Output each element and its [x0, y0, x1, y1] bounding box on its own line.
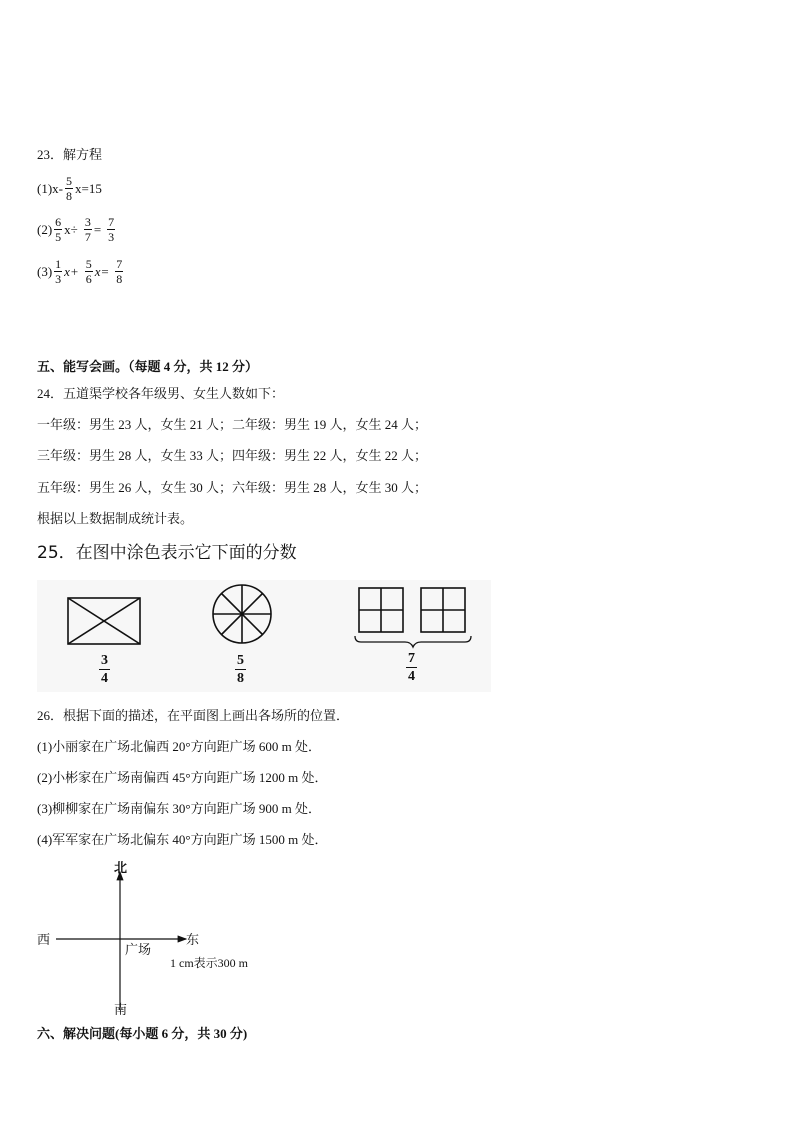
q24-line-3: 五年级：男生 26 人，女生 30 人；六年级：男生 28 人，女生 30 人； — [37, 480, 428, 495]
eq1-fraction-num: 5 — [66, 174, 72, 188]
eq3-f3-den: 8 — [116, 272, 123, 286]
fraction-label-squares — [406, 652, 417, 684]
fraction-label-rect — [99, 654, 110, 686]
eq3-mid2: x= — [94, 264, 110, 279]
eq2-prefix: (2) — [37, 222, 53, 237]
eq1-fraction — [65, 175, 73, 202]
eq2-f3-num: 7 — [108, 215, 115, 229]
eq2-f1-den: 5 — [55, 230, 62, 244]
eq3-f3-num: 7 — [116, 257, 123, 271]
center-label: 广场 — [125, 942, 152, 957]
q23-title: 23．解方程 — [37, 147, 103, 162]
equation-3 — [37, 258, 125, 285]
eq1-prefix: (1)x- — [37, 181, 63, 196]
eq2-f3-den: 3 — [108, 230, 115, 244]
q24-line-2: 三年级：男生 28 人，女生 33 人；四年级：男生 22 人，女生 22 人； — [37, 448, 428, 463]
q25-title: 25．在图中涂色表示它下面的分数 — [37, 543, 297, 563]
eq2-f1-num: 6 — [55, 215, 62, 229]
brace — [355, 636, 471, 647]
section-6-heading: 六、解决问题(每小题 6 分，共 30 分) — [37, 1026, 248, 1041]
q25-figure-panel — [37, 580, 491, 692]
fraction-label-rect-den: 4 — [101, 671, 108, 686]
circle-shape[interactable] — [213, 585, 271, 643]
eq3-f2-num: 5 — [85, 257, 92, 271]
eq1-suffix: x=15 — [75, 181, 102, 196]
eq2-f2-num: 3 — [84, 215, 91, 229]
equation-1 — [37, 175, 102, 202]
south-label: 南 — [114, 1002, 128, 1017]
q26-item-4: (4)军军家在广场北偏东 40°方向距广场 1500 m 处． — [37, 832, 328, 847]
q26-item-2: (2)小彬家在广场南偏西 45°方向距广场 1200 m 处． — [37, 770, 328, 785]
west-label: 西 — [37, 932, 51, 947]
fraction-label-squares-num: 7 — [408, 651, 415, 666]
eq3-f1-num: 1 — [55, 257, 62, 271]
equation-2 — [37, 216, 117, 243]
eq2-f2-den: 7 — [84, 230, 91, 244]
eq1-fraction-den: 8 — [66, 189, 72, 203]
fraction-label-circle-den: 8 — [237, 671, 244, 686]
eq3-fraction-2 — [85, 258, 93, 285]
eq2-equals: = — [93, 222, 102, 237]
q26-item-1: (1)小丽家在广场北偏西 20°方向距广场 600 m 处． — [37, 739, 321, 754]
q24-title: 24．五道渠学校各年级男、女生人数如下： — [37, 386, 285, 401]
eq3-mid1: x+ — [64, 264, 79, 279]
eq3-fraction-3 — [115, 258, 123, 285]
eq2-fraction-1 — [54, 216, 62, 243]
q24-line-1: 一年级：男生 23 人，女生 21 人；二年级：男生 19 人，女生 24 人； — [37, 417, 428, 432]
fraction-label-circle — [235, 654, 246, 686]
north-label: 北 — [114, 860, 128, 875]
east-label: 东 — [186, 932, 200, 947]
eq3-prefix: (3) — [37, 264, 53, 279]
rectangle-shape[interactable] — [68, 598, 140, 644]
scale-label: 1 cm表示300 m — [170, 956, 248, 970]
squares-shape[interactable] — [359, 588, 465, 632]
fraction-label-circle-num: 5 — [237, 653, 244, 668]
eq3-f2-den: 6 — [85, 272, 92, 286]
eq3-fraction-1 — [54, 258, 62, 285]
eq2-fraction-3 — [107, 216, 115, 243]
fraction-label-squares-den: 4 — [408, 669, 415, 684]
fraction-label-rect-num: 3 — [101, 653, 108, 668]
q26-title: 26．根据下面的描述，在平面图上画出各场所的位置． — [37, 708, 350, 723]
q24-line-4: 根据以上数据制成统计表。 — [37, 511, 194, 526]
eq2-fraction-2 — [84, 216, 92, 243]
eq2-mid: x÷ — [64, 222, 78, 237]
section-5-heading: 五、能写会画。（每题 4 分，共 12 分） — [37, 359, 259, 374]
eq3-f1-den: 3 — [55, 272, 62, 286]
compass-map[interactable] — [30, 858, 270, 1018]
q26-item-3: (3)柳柳家在广场南偏东 30°方向距广场 900 m 处． — [37, 801, 321, 816]
